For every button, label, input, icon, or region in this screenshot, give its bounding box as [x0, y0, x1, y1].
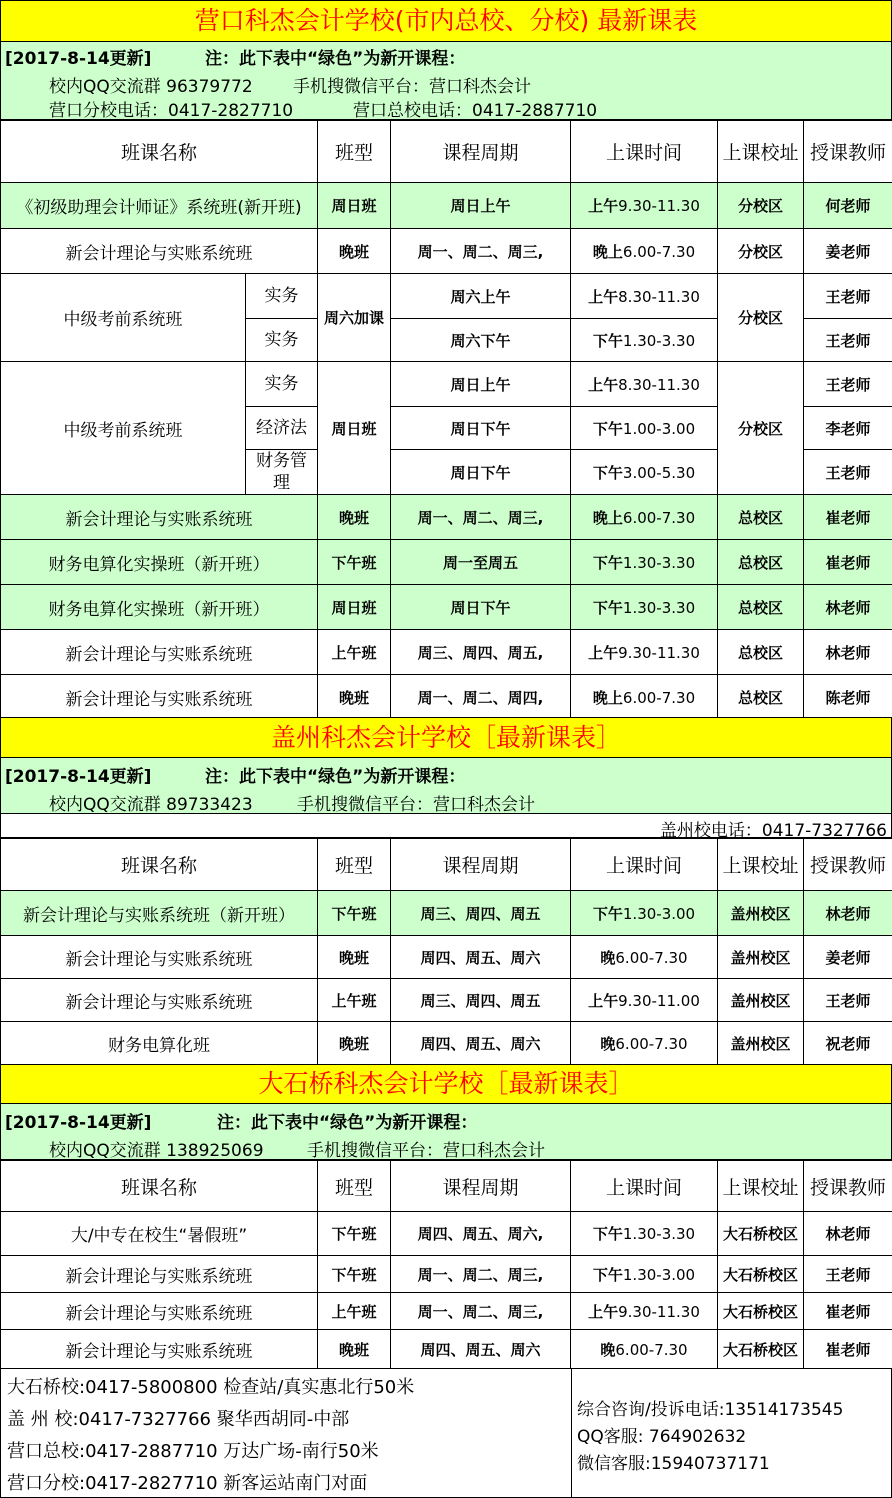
class-time: 上午9.30-11.00 — [571, 979, 718, 1022]
course-name: 财务电算化实操班（新开班） — [1, 540, 318, 585]
course-period: 周日上午 — [391, 183, 571, 229]
teacher: 姜老师 — [804, 936, 892, 979]
class-time: 下午1.30-3.00 — [571, 1256, 718, 1293]
teacher: 何老师 — [804, 183, 892, 229]
header-course-name: 班课名称 — [1, 839, 318, 891]
service-contacts — [577, 1397, 843, 1478]
course-subject: 财务管理 — [246, 450, 318, 495]
table-row — [1, 675, 892, 720]
campus: 盖州校区 — [718, 979, 804, 1022]
header-time: 上课时间 — [571, 839, 718, 891]
class-time: 下午1.30-3.30 — [571, 1212, 718, 1256]
class-time: 下午1.00-3.00 — [571, 407, 718, 450]
course-period: 周四、周五、周六, — [391, 1212, 571, 1256]
teacher: 姜老师 — [804, 229, 892, 274]
header-course-name: 班课名称 — [1, 1161, 318, 1212]
table-row — [1, 585, 892, 630]
class-time: 晚6.00-7.30 — [571, 936, 718, 979]
complaint-phone: 综合咨询/投诉电话:13514173545 — [577, 1400, 844, 1420]
course-name: 《初级助理会计师证》系统班(新开班) — [1, 183, 318, 229]
header-class-type: 班型 — [318, 1161, 391, 1212]
campus: 大石桥校区 — [718, 1212, 804, 1256]
school2-phone-row — [0, 814, 892, 841]
school1-title: 营口科杰会计学校(市内总校、分校) 最新课表 — [0, 0, 892, 42]
table-row — [1, 362, 892, 407]
teacher: 崔老师 — [804, 495, 892, 540]
table-header-row — [1, 121, 892, 183]
school3-update-date: [2017-8-14更新] — [5, 1113, 152, 1133]
teacher: 祝老师 — [804, 1022, 892, 1065]
table-row — [1, 274, 892, 319]
teacher: 林老师 — [804, 891, 892, 936]
course-name: 新会计理论与实账系统班 — [1, 675, 318, 720]
table-row — [1, 1212, 892, 1256]
course-name: 新会计理论与实账系统班 — [1, 229, 318, 274]
header-class-type: 班型 — [318, 121, 391, 183]
table-row — [1, 979, 892, 1022]
teacher: 王老师 — [804, 1256, 892, 1293]
header-period: 课程周期 — [391, 839, 571, 891]
class-type: 下午班 — [318, 891, 391, 936]
table-row — [1, 936, 892, 979]
course-name: 新会计理论与实账系统班（新开班） — [1, 891, 318, 936]
class-time: 上午9.30-11.30 — [571, 630, 718, 675]
school3-title: 大石桥科杰会计学校［最新课表］ — [0, 1064, 892, 1104]
address-line: 营口分校:0417-2827710 新客运站南门对面 — [7, 1473, 368, 1494]
class-time: 上午9.30-11.30 — [571, 183, 718, 229]
class-time: 下午3.00-5.30 — [571, 450, 718, 495]
wechat-service: 微信客服:15940737171 — [577, 1454, 770, 1474]
class-type: 晚班 — [318, 936, 391, 979]
teacher: 王老师 — [804, 450, 892, 495]
school1-branch-phone: 营口分校电话：0417-2827710 — [49, 101, 294, 121]
table-row — [1, 1256, 892, 1293]
class-type: 下午班 — [318, 1212, 391, 1256]
course-name: 财务电算化班 — [1, 1022, 318, 1065]
campus: 大石桥校区 — [718, 1330, 804, 1369]
teacher: 王老师 — [804, 362, 892, 407]
class-type: 周日班 — [318, 362, 391, 495]
teacher: 李老师 — [804, 407, 892, 450]
table-row — [1, 630, 892, 675]
course-period: 周日下午 — [391, 407, 571, 450]
teacher: 王老师 — [804, 979, 892, 1022]
table-header-row — [1, 1161, 892, 1212]
table-row — [1, 1330, 892, 1369]
class-time: 下午1.30-3.30 — [571, 319, 718, 362]
contact-footer — [0, 1368, 892, 1498]
course-period: 周一、周二、周三, — [391, 229, 571, 274]
class-time: 下午1.30-3.00 — [571, 891, 718, 936]
table-row — [1, 495, 892, 540]
school2-wechat: 手机搜微信平台：营口科杰会计 — [297, 795, 535, 815]
class-time: 晚上6.00-7.30 — [571, 229, 718, 274]
course-name: 中级考前系统班 — [1, 362, 246, 495]
header-time: 上课时间 — [571, 121, 718, 183]
header-campus: 上课校址 — [718, 839, 804, 891]
school2-green-note: 注：此下表中“绿色”为新开课程： — [205, 767, 466, 787]
course-name: 新会计理论与实账系统班 — [1, 1293, 318, 1330]
course-period: 周六上午 — [391, 274, 571, 319]
campus: 分校区 — [718, 229, 804, 274]
table-row — [1, 1293, 892, 1330]
school1-schedule-table — [0, 120, 892, 720]
teacher: 林老师 — [804, 585, 892, 630]
teacher: 王老师 — [804, 274, 892, 319]
course-period: 周四、周五、周六 — [391, 1330, 571, 1369]
header-teacher: 授课教师 — [804, 121, 892, 183]
course-name: 新会计理论与实账系统班 — [1, 1330, 318, 1369]
class-type: 周日班 — [318, 183, 391, 229]
course-name: 新会计理论与实账系统班 — [1, 495, 318, 540]
header-period: 课程周期 — [391, 1161, 571, 1212]
course-subject: 实务 — [246, 362, 318, 407]
header-teacher: 授课教师 — [804, 839, 892, 891]
school3-schedule-table — [0, 1160, 892, 1369]
school1-info-band — [0, 42, 892, 120]
course-period: 周四、周五、周六 — [391, 936, 571, 979]
campus: 总校区 — [718, 630, 804, 675]
course-period: 周日下午 — [391, 585, 571, 630]
school1-wechat: 手机搜微信平台：营口科杰会计 — [293, 77, 531, 97]
class-time: 下午1.30-3.30 — [571, 540, 718, 585]
campus: 分校区 — [718, 274, 804, 362]
school2-update-date: [2017-8-14更新] — [5, 767, 152, 787]
class-type: 下午班 — [318, 1256, 391, 1293]
course-period: 周三、周四、周五 — [391, 891, 571, 936]
course-subject: 实务 — [246, 319, 318, 362]
header-period: 课程周期 — [391, 121, 571, 183]
class-type: 晚班 — [318, 229, 391, 274]
school3-green-note: 注：此下表中“绿色”为新开课程： — [217, 1113, 478, 1133]
class-time: 上午9.30-11.30 — [571, 1293, 718, 1330]
class-time: 晚6.00-7.30 — [571, 1022, 718, 1065]
course-period: 周四、周五、周六 — [391, 1022, 571, 1065]
address-line: 营口总校:0417-2887710 万达广场-南行50米 — [7, 1441, 379, 1462]
class-type: 晚班 — [318, 1330, 391, 1369]
class-type: 晚班 — [318, 675, 391, 720]
course-period: 周日下午 — [391, 450, 571, 495]
course-name: 新会计理论与实账系统班 — [1, 1256, 318, 1293]
school3-wechat: 手机搜微信平台：营口科杰会计 — [307, 1141, 545, 1161]
teacher: 崔老师 — [804, 540, 892, 585]
table-row — [1, 183, 892, 229]
campus: 总校区 — [718, 540, 804, 585]
course-period: 周一、周二、周三, — [391, 1293, 571, 1330]
campus: 盖州校区 — [718, 891, 804, 936]
class-time: 晚上6.00-7.30 — [571, 675, 718, 720]
class-time: 上午8.30-11.30 — [571, 274, 718, 319]
campus: 总校区 — [718, 495, 804, 540]
class-type: 周六加课 — [318, 274, 391, 362]
course-period: 周一、周二、周三, — [391, 495, 571, 540]
class-type: 上午班 — [318, 1293, 391, 1330]
qq-service: QQ客服: 764902632 — [577, 1427, 747, 1447]
school2-qq-group: 校内QQ交流群 89733423 — [49, 795, 253, 815]
table-row — [1, 229, 892, 274]
teacher: 王老师 — [804, 319, 892, 362]
school2-phone: 盖州校电话：0417-7327766 — [659, 821, 887, 841]
course-name: 新会计理论与实账系统班 — [1, 630, 318, 675]
header-course-name: 班课名称 — [1, 121, 318, 183]
teacher: 崔老师 — [804, 1330, 892, 1369]
course-name: 财务电算化实操班（新开班） — [1, 585, 318, 630]
course-subject: 经济法 — [246, 407, 318, 450]
campus-address-list — [1, 1369, 572, 1497]
class-time: 下午1.30-3.30 — [571, 585, 718, 630]
class-time: 晚6.00-7.30 — [571, 1330, 718, 1369]
class-type: 上午班 — [318, 979, 391, 1022]
class-type: 晚班 — [318, 1022, 391, 1065]
course-name: 新会计理论与实账系统班 — [1, 979, 318, 1022]
campus: 总校区 — [718, 585, 804, 630]
campus: 总校区 — [718, 675, 804, 720]
header-campus: 上课校址 — [718, 121, 804, 183]
teacher: 林老师 — [804, 1212, 892, 1256]
school2-title: 盖州科杰会计学校［最新课表］ — [0, 717, 892, 758]
address-line: 盖 州 校:0417-7327766 聚华西胡同-中部 — [7, 1409, 350, 1430]
campus: 大石桥校区 — [718, 1293, 804, 1330]
campus: 盖州校区 — [718, 1022, 804, 1065]
school2-schedule-table — [0, 838, 892, 1065]
course-period: 周一至周五 — [391, 540, 571, 585]
campus: 盖州校区 — [718, 936, 804, 979]
school3-info-band — [0, 1104, 892, 1160]
class-time: 晚上6.00-7.30 — [571, 495, 718, 540]
teacher: 林老师 — [804, 630, 892, 675]
class-type: 上午班 — [318, 630, 391, 675]
campus: 大石桥校区 — [718, 1256, 804, 1293]
school3-qq-group: 校内QQ交流群 138925069 — [49, 1141, 264, 1161]
table-row — [1, 891, 892, 936]
course-name: 大/中专在校生“暑假班” — [1, 1212, 318, 1256]
school1-main-phone: 营口总校电话：0417-2887710 — [353, 101, 598, 121]
course-period: 周一、周二、周四, — [391, 675, 571, 720]
class-time: 上午8.30-11.30 — [571, 362, 718, 407]
class-type: 周日班 — [318, 585, 391, 630]
address-line: 大石桥校:0417-5800800 检查站/真实惠北行50米 — [7, 1377, 415, 1398]
header-campus: 上课校址 — [718, 1161, 804, 1212]
class-type: 下午班 — [318, 540, 391, 585]
teacher: 崔老师 — [804, 1293, 892, 1330]
table-row — [1, 540, 892, 585]
course-period: 周一、周二、周三, — [391, 1256, 571, 1293]
campus: 分校区 — [718, 183, 804, 229]
course-period: 周三、周四、周五 — [391, 979, 571, 1022]
class-type: 晚班 — [318, 495, 391, 540]
course-period: 周日上午 — [391, 362, 571, 407]
course-name: 新会计理论与实账系统班 — [1, 936, 318, 979]
header-class-type: 班型 — [318, 839, 391, 891]
school1-qq-group: 校内QQ交流群 96379772 — [49, 77, 253, 97]
school1-green-note: 注：此下表中“绿色”为新开课程： — [205, 49, 466, 69]
course-name: 中级考前系统班 — [1, 274, 246, 362]
teacher: 陈老师 — [804, 675, 892, 720]
campus: 分校区 — [718, 362, 804, 495]
table-row — [1, 1022, 892, 1065]
school2-info-band — [0, 758, 892, 814]
header-time: 上课时间 — [571, 1161, 718, 1212]
header-teacher: 授课教师 — [804, 1161, 892, 1212]
course-period: 周六下午 — [391, 319, 571, 362]
course-period: 周三、周四、周五, — [391, 630, 571, 675]
course-subject: 实务 — [246, 274, 318, 319]
school1-update-date: [2017-8-14更新] — [5, 49, 152, 69]
table-header-row — [1, 839, 892, 891]
